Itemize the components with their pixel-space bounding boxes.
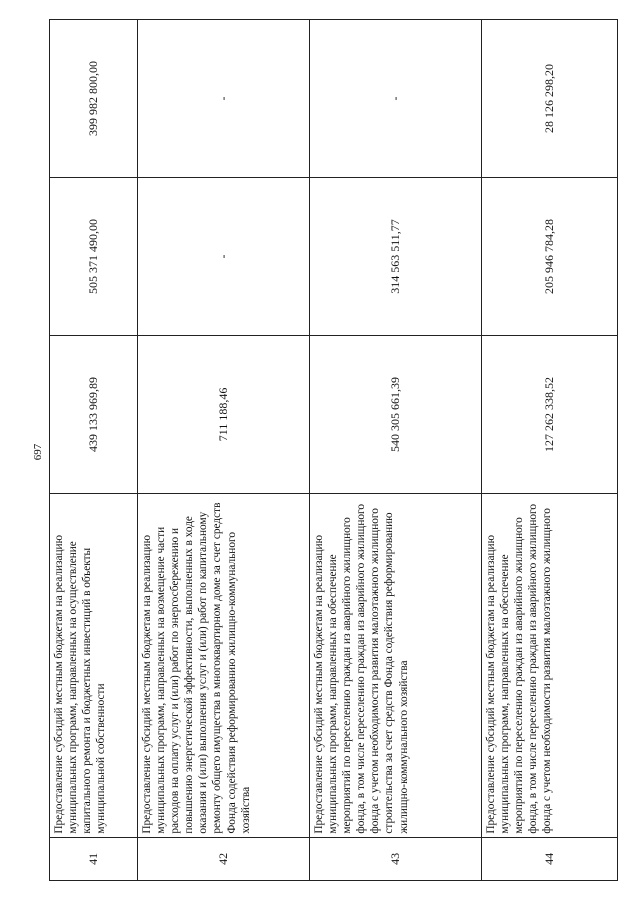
- row-value-3: 28 126 298,20: [482, 20, 618, 178]
- row-value-1: 711 188,46: [138, 335, 310, 493]
- budget-table-rotated: [49, 19, 617, 881]
- table-row: [50, 20, 138, 881]
- row-description: Предоставление субсидий местным бюджетам на реализацию муниципальных программ, направленных на обеспечение мероприятий по переселению граждан из аварийного жилищного фонда, в том числе переселению граждан из аварийного жилищного фонда с учетом необходимости развития малоэтажного жилищного строительства за счет средств Фонда содействия реформированию жилищно-коммунального хозяйства: [310, 493, 482, 837]
- page-number: 697: [32, 443, 44, 461]
- row-value-2: 314 563 511,77: [310, 178, 482, 336]
- row-value-2: 205 946 784,28: [482, 178, 618, 336]
- row-value-3: -: [138, 20, 310, 178]
- row-value-1: 540 305 661,39: [310, 335, 482, 493]
- row-value-3: -: [310, 20, 482, 178]
- row-value-2: 505 371 490,00: [50, 178, 138, 336]
- row-number: 42: [138, 837, 310, 880]
- row-description: Предоставление субсидий местным бюджетам на реализацию муниципальных программ, направленных на возмещение части расходов на оплату услуг и (или) работ по энергосбережению и повышению энергетической эффективности, выполненных в ходе оказания и (или) выполнения услуг и (или) работ по капитальному ремонту общего имущества в многоквартирном доме за счет средств Фонда содействия реформированию жилищно-коммунального хозяйства: [138, 493, 310, 837]
- row-description: Предоставление субсидий местным бюджетам на реализацию муниципальных программ, направленных на осуществление капитального ремонта и бюджетных инвестиций в объекты муниципальной собственности: [50, 493, 138, 837]
- row-value-2: -: [138, 178, 310, 336]
- table-row: [482, 20, 618, 881]
- row-number: 44: [482, 837, 618, 880]
- row-value-1: 127 262 338,52: [482, 335, 618, 493]
- row-value-3: 399 982 800,00: [50, 20, 138, 178]
- row-number: 43: [310, 837, 482, 880]
- budget-table: [49, 19, 618, 881]
- table-row: [138, 20, 310, 881]
- row-value-1: 439 133 969,89: [50, 335, 138, 493]
- table-row: [310, 20, 482, 881]
- row-number: 41: [50, 837, 138, 880]
- row-description: Предоставление субсидий местным бюджетам на реализацию муниципальных программ, направленных на обеспечение мероприятий по переселению граждан из аварийного жилищного фонда, в том числе переселению граждан из аварийного жилищного фонда с учетом необходимости развития малоэтажного жилищного: [482, 493, 618, 837]
